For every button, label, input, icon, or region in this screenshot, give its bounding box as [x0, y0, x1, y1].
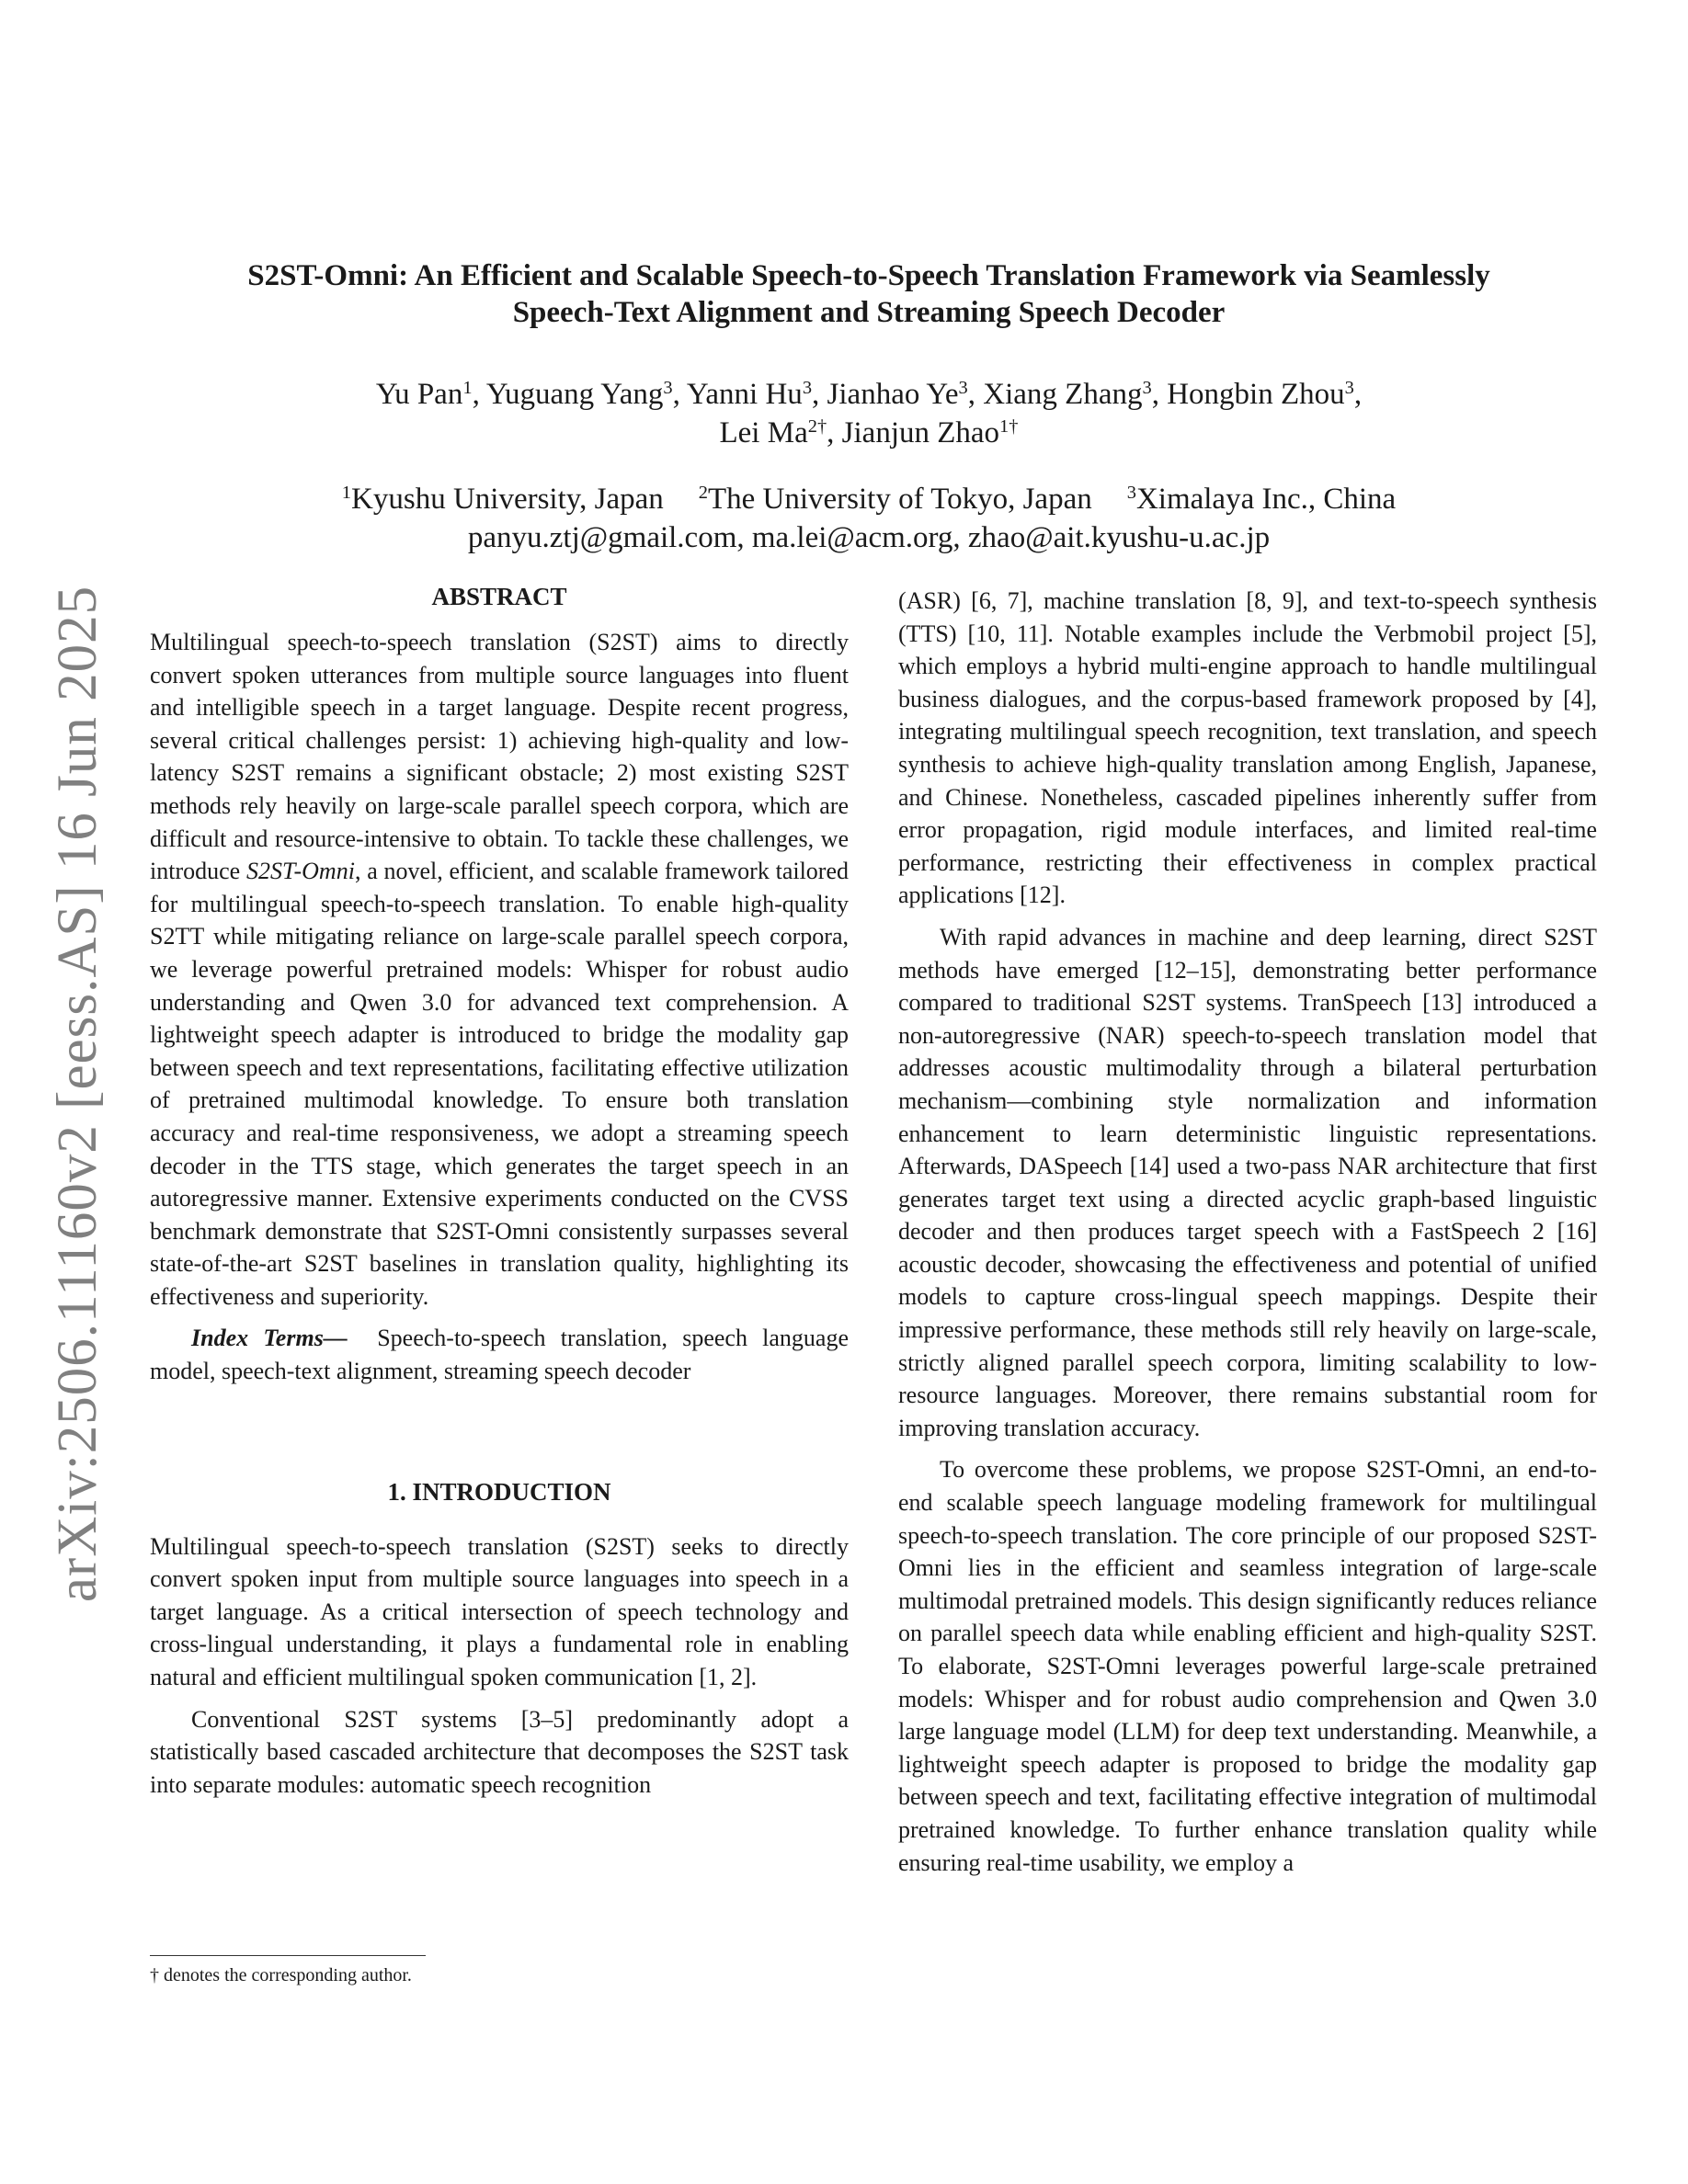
author-list	[147, 375, 1591, 452]
index-terms: Index Terms— Speech-to-speech translation, speech language model, speech-text alignment, streaming speech decoder	[150, 1325, 849, 1385]
author-emails: panyu.ztj@gmail.com, ma.lei@acm.org, zhao@ait.kyushu-u.ac.jp	[467, 521, 1271, 554]
author-line-2: Lei $Ma^{2\dagger}$, Jianjun Zhao$^{1\dagger}$	[719, 415, 1019, 449]
arxiv-stamp-text: arXiv:2506.11160v2 [eess.AS] 16 Jun 2025	[47, 585, 108, 1603]
author: Xiang Zhang$^3$	[983, 377, 1152, 411]
author: Jianhao Ye$^3$	[827, 377, 968, 411]
abstract-body: Multilingual speech-to-speech translation (S2ST) aims to directly convert spoken utterances from multiple source languages into fluent and intelligible speech in a target language. Despite recent progress, several critical challenges persist: 1) achieving high-quality and low-latency S2ST remains a significant obstacle; 2) most existing S2ST methods rely heavily on large-scale parallel speech corpora, which are difficult and resource-intensive to obtain. To tackle these challenges, we introduce S2ST-Omni, a novel, efficient, and scalable framework tailored for multilingual speech-to-speech translation. To enable high-quality S2TT while mitigating reliance on large-scale parallel speech corpora, we leverage powerful pretrained models: Whisper for robust audio understanding and Qwen 3.0 for advanced text comprehension. A lightweight speech adapter is introduced to bridge the modality gap between speech and text representations, facilitating effective utilization of pretrained multimodal knowledge. To ensure both translation accuracy and real-time responsiveness, we adopt a streaming speech decoder in the TTS stage, which generates the target speech in an autoregressive manner. Extensive experiments conducted on the CVSS benchmark demonstrate that S2ST-Omni consistently surpasses several state-of-the-art S2ST baselines in translation quality, highlighting its effectiveness and superiority.	[150, 629, 850, 1310]
intro-paragraph-3: With rapid advances in machine and deep learning, direct S2ST methods have emerged [12–15], demonstrating better performance compared to traditional S2ST systems. TranSpeech [13] introduced a non-autoregressive (NAR) speech-to-speech translation model that addresses acoustic multimodality through a bilateral perturbation mechanism—combining style normalization and information enhancement to learn deterministic linguistic representations. Afterwards, DASpeech [14] used a two-pass NAR architecture that first generates target text using a directed acyclic graph-based linguistic decoder and then produces target speech with a FastSpeech 2 [16] acoustic decoder, showcasing the effectiveness and potential of unified models to capture cross-lingual speech mappings. Despite their impressive performance, these methods still rely heavily on large-scale, strictly aligned parallel speech corpora, limiting scalability to low-resource languages. Moreover, there remains substantial room for improving translation accuracy.	[898, 923, 1597, 1441]
affiliation-line	[147, 480, 1591, 518]
title-line-1: S2ST-Omni: An Efficient and Scalable Speech-to-Speech Translation Framework via Seamlessly	[247, 259, 1490, 292]
intro-paragraph-2-start: Conventional S2ST systems [3–5] predominantly adopt a statistically based cascaded architecture that decomposes the S2ST task into separate modules: automatic speech recognition	[150, 1705, 849, 1798]
author: Lei $Ma^{2\dagger}$	[719, 415, 827, 449]
affiliation: $^2$The University of Tokyo, Japan	[698, 482, 1092, 516]
intro-paragraph-4: To overcome these problems, we propose S2ST-Omni, an end-to-end scalable speech language modeling framework for multilingual speech-to-speech translation. The core principle of our proposed S2ST-Omni lies in the efficient and seamless integration of large-scale multimodal pretrained models. This design significantly reduces reliance on parallel speech data while enabling efficient and high-quality S2ST. To elaborate, S2ST-Omni leverages powerful large-scale pretrained models: Whisper and for robust audio comprehension and Qwen 3.0 large language model (LLM) for deep text understanding. Meanwhile, a lightweight speech adapter is proposed to bridge the modality gap between speech and text, facilitating effective integration of multimodal pretrained knowledge. To further enhance translation quality while ensuring real-time usability, we employ a	[898, 1456, 1597, 1876]
intro-paragraph-1: Multilingual speech-to-speech translation (S2ST) seeks to directly convert spoken input from multiple source languages into speech in a target language. As a critical intersection of speech technology and cross-lingual understanding, it plays a fundamental role in enabling natural and efficient multilingual spoken communication [1, 2].	[150, 1532, 849, 1691]
author: Yuguang Yang$^3$	[485, 377, 673, 411]
index-terms-label: Index Terms—	[191, 1325, 348, 1352]
author: Yu Pan$^1$	[375, 377, 473, 411]
author: Jianjun Zhao$^{1\dagger}$	[841, 415, 1019, 449]
arxiv-stamp	[18, 585, 138, 1603]
intro-paragraph-2-cont: (ASR) [6, 7], machine translation [8, 9], and text-to-speech synthesis (TTS) [10, 11]. Notable examples include the Verbmobil project [5], which employs a hybrid multi-engine approach to handle multilingual business dialogues, and the corpus-based framework proposed by [4], integrating multilingual speech recognition, text translation, and speech synthesis to achieve high-quality translation among English, Japanese, and Chinese. Nonetheless, cascaded pipelines inherently suffer from error propagation, rigid module interfaces, and limited real-time performance, restricting their effectiveness in complex practical applications [12].	[898, 587, 1597, 909]
footnote-rule	[150, 1955, 426, 1956]
affiliation: $^1$Kyushu University, Japan	[341, 482, 664, 516]
author: Yanni Hu$^3$	[686, 377, 813, 411]
abstract-heading: ABSTRACT	[431, 583, 567, 610]
introduction-heading: 1. INTRODUCTION	[387, 1477, 611, 1506]
author-line-1: Yu Pan$^1$, Yuguang Yang$^3$, Yanni Hu$^3$, Jianhao Ye$^3$, Xiang Zhang$^3$, Hongbin Zhou$^3$,	[375, 377, 1363, 411]
affiliations	[147, 480, 1591, 557]
right-column	[898, 585, 1597, 1879]
author: Hongbin Zhou$^3$	[1167, 377, 1354, 411]
affiliation: $^3$Ximalaya Inc., China	[1126, 482, 1397, 516]
footnote: † denotes the corresponding author.	[150, 1965, 412, 1985]
left-column	[150, 581, 849, 1801]
paper-title	[147, 257, 1591, 331]
title-line-2: Speech-Text Alignment and Streaming Speech Decoder	[512, 296, 1226, 329]
framework-name: S2ST-Omni	[245, 858, 355, 885]
